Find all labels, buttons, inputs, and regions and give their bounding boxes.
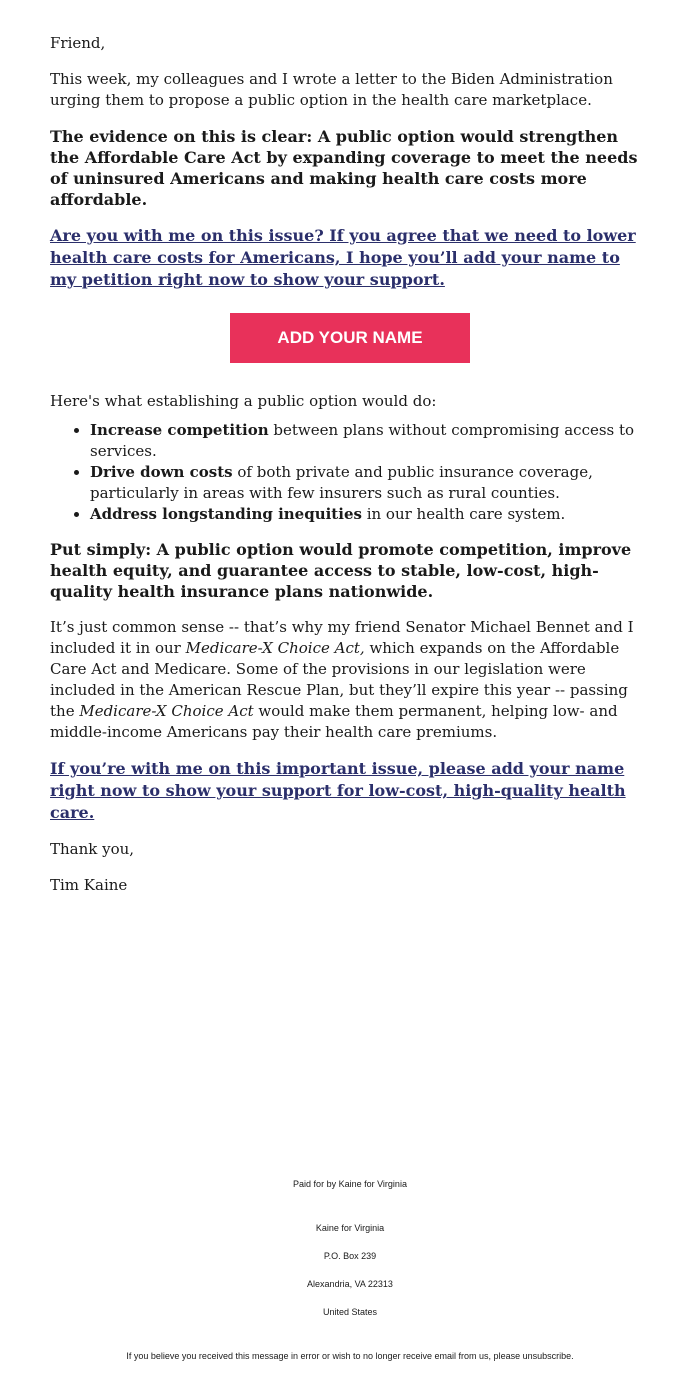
footer-country: United States <box>322 1307 378 1317</box>
list-item <box>90 504 650 525</box>
benefit-bold: Drive down costs <box>90 463 233 481</box>
list-item <box>90 420 650 462</box>
petition-paragraph-2 <box>50 758 650 824</box>
list-intro: Here's what establishing a public option would do: <box>50 392 437 410</box>
footer-org-name: Kaine for Virginia <box>315 1223 385 1233</box>
unsubscribe-text[interactable]: If you believe you received this message in error or wish to no longer receive email from us, please unsubscribe. <box>126 1351 574 1361</box>
act-name-1: Medicare-X Choice Act, <box>185 639 365 657</box>
benefit-text: in our health care system. <box>361 505 566 523</box>
body-text-3: would make them permanent, helping low- and middle-income Americans pay their health care premiums. <box>50 702 618 741</box>
benefits-list <box>50 420 650 525</box>
benefit-bold: Increase competition <box>90 421 269 439</box>
petition-link-2[interactable]: If you’re with me on this important issue, please add your name right now to show your support for low-cost, high-quality health care. <box>50 759 626 822</box>
body-text-1: It’s just common sense -- that’s why my friend Senator Michael Bennet and I included it in our <box>50 618 634 657</box>
list-item <box>90 462 650 504</box>
intro-paragraph: This week, my colleagues and I wrote a letter to the Biden Administration urging them to propose a public option in the health care marketplace. <box>50 70 613 109</box>
act-name-2: Medicare-X Choice Act <box>79 702 254 720</box>
signature: Tim Kaine <box>50 876 128 894</box>
evidence-paragraph: The evidence on this is clear: A public option would strengthen the Affordable Care Act by expanding coverage to meet the needs of uninsured Americans and making health care costs more affordable. <box>50 127 638 209</box>
petition-paragraph-1 <box>50 225 650 291</box>
add-your-name-button[interactable]: ADD YOUR NAME <box>230 313 470 363</box>
footer-city: Alexandria, VA 22313 <box>307 1279 393 1289</box>
body-text-2: which expands on the Affordable Care Act and Medicare. Some of the provisions in our legislation were included in the American Rescue Plan, but they’ll expire this year -- passing the <box>50 639 628 720</box>
benefit-text: between plans without compromising access to services. <box>90 421 635 460</box>
petition-link-1[interactable]: Are you with me on this issue? If you agree that we need to lower health care costs for Americans, I hope you’ll add your name to my petition right now to show your support. <box>50 226 636 289</box>
summary-paragraph: Put simply: A public option would promote competition, improve health equity, and guarantee access to stable, low-cost, high-quality health insurance plans nationwide. <box>50 540 632 601</box>
benefit-bold: Address longstanding inequities <box>90 505 362 523</box>
benefit-text: of both private and public insurance coverage, particularly in areas with few insurers such as rural counties. <box>90 463 593 502</box>
button-container <box>50 313 650 363</box>
body-paragraph <box>50 617 650 743</box>
paid-for-disclaimer: Paid for by Kaine for Virginia <box>293 1179 407 1189</box>
closing: Thank you, <box>50 840 135 858</box>
email-body <box>50 33 650 911</box>
footer-po-box: P.O. Box 239 <box>323 1251 377 1261</box>
salutation: Friend, <box>50 34 106 52</box>
